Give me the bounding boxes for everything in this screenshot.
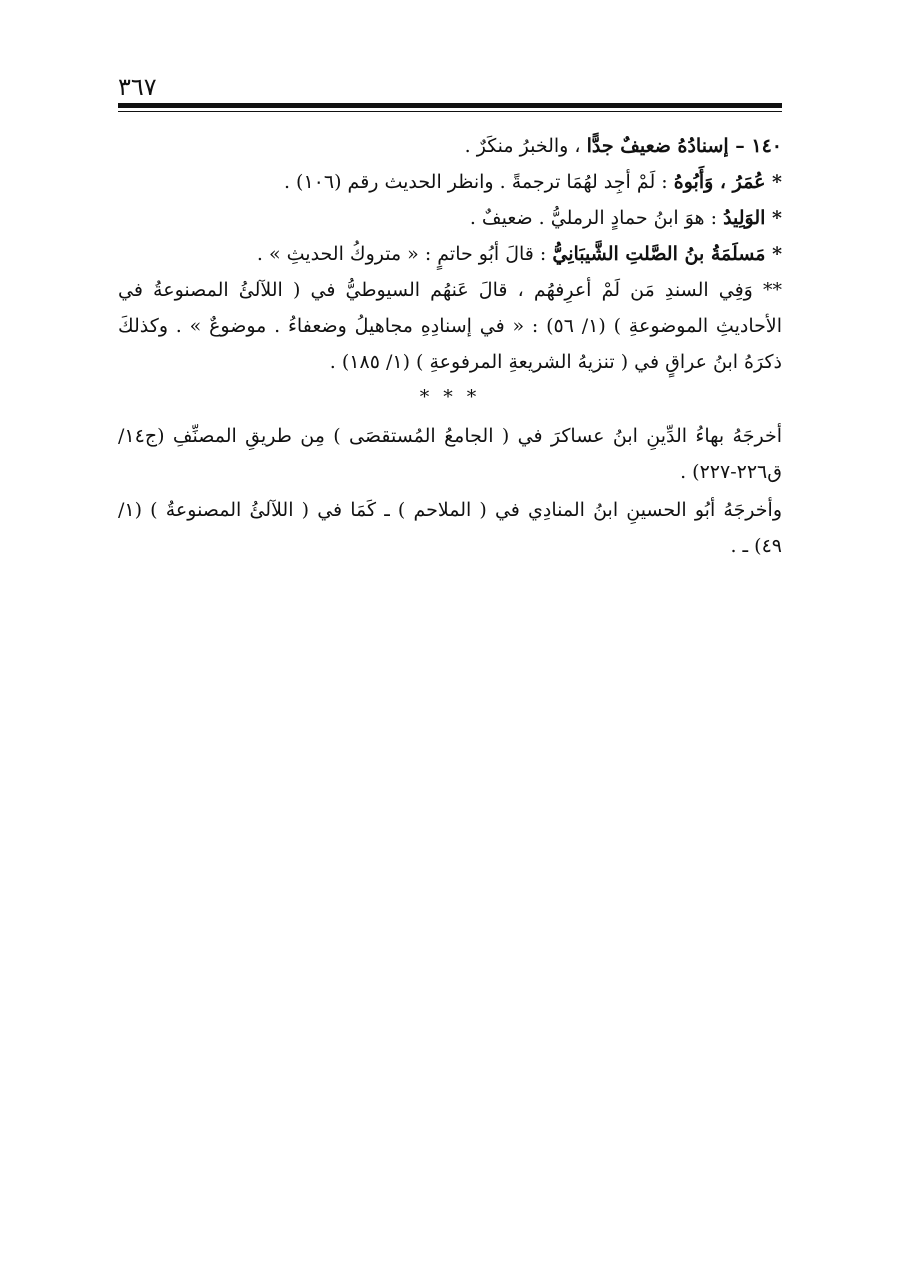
note-text: ، والخبرُ منكَرٌ . [464,135,581,157]
note-line [118,200,782,236]
takhrij-paragraph: وأخرجَهُ أبُو الحسينِ ابنُ المنادِي في ( الملاحم ) ـ كَمَا في ( اللآلئُ المصنوعةُ ) (١/ ٤٩) ـ . [118,499,782,557]
note-line [118,164,782,200]
page-body [118,128,782,564]
section-separator: * * * [419,386,481,408]
note-lead: ١٤٠ – إسنادُهُ ضعيفٌ جدًّا [586,135,782,157]
page-number: ٣٦٧ [118,73,157,101]
header-rule-thick [118,103,782,108]
note-text: : هوَ ابنُ حمادٍ الرمليُّ . ضعيفٌ . [469,207,718,229]
note-lead: * الوَلِيدُ [723,207,782,229]
note-line [118,236,782,272]
note-line [118,128,782,164]
header-rule-thin [118,111,782,112]
note-lead: * عُمَرُ ، وَأَبُوهُ [673,171,782,193]
takhrij-paragraph: أخرجَهُ بهاءُ الدِّينِ ابنُ عساكرَ في ( الجامعُ المُستقصَى ) مِن طريقِ المصنِّفِ (ج١٤/ ق٢٢٦-٢٢٧) . [118,425,782,483]
note-text: : لَمْ أجِد لهُمَا ترجمةً . وانظر الحديث رقم (١٠٦) . [283,171,668,193]
sanad-paragraph: ** وَفِي السندِ مَن لَمْ أعرِفهُم ، قالَ عَنهُم السيوطيُّ في ( اللآلئُ المصنوعةُ في الأحاديثِ الموضوعةِ ) (١/ ٥٦) : « في إسنادِهِ مجاهيلُ وضعفاءُ . موضوعٌ » . وكذلكَ ذكرَهُ ابنُ عراقٍ في ( تنزيهُ الشريعةِ المرفوعةِ ) (١/ ١٨٥) . [118,279,782,373]
note-text: : قالَ أبُو حاتمٍ : « متروكُ الحديثِ » . [256,243,547,265]
note-lead: * مَسلَمَةُ بنُ الصَّلتِ الشَّيبَانِيُّ [552,243,782,265]
